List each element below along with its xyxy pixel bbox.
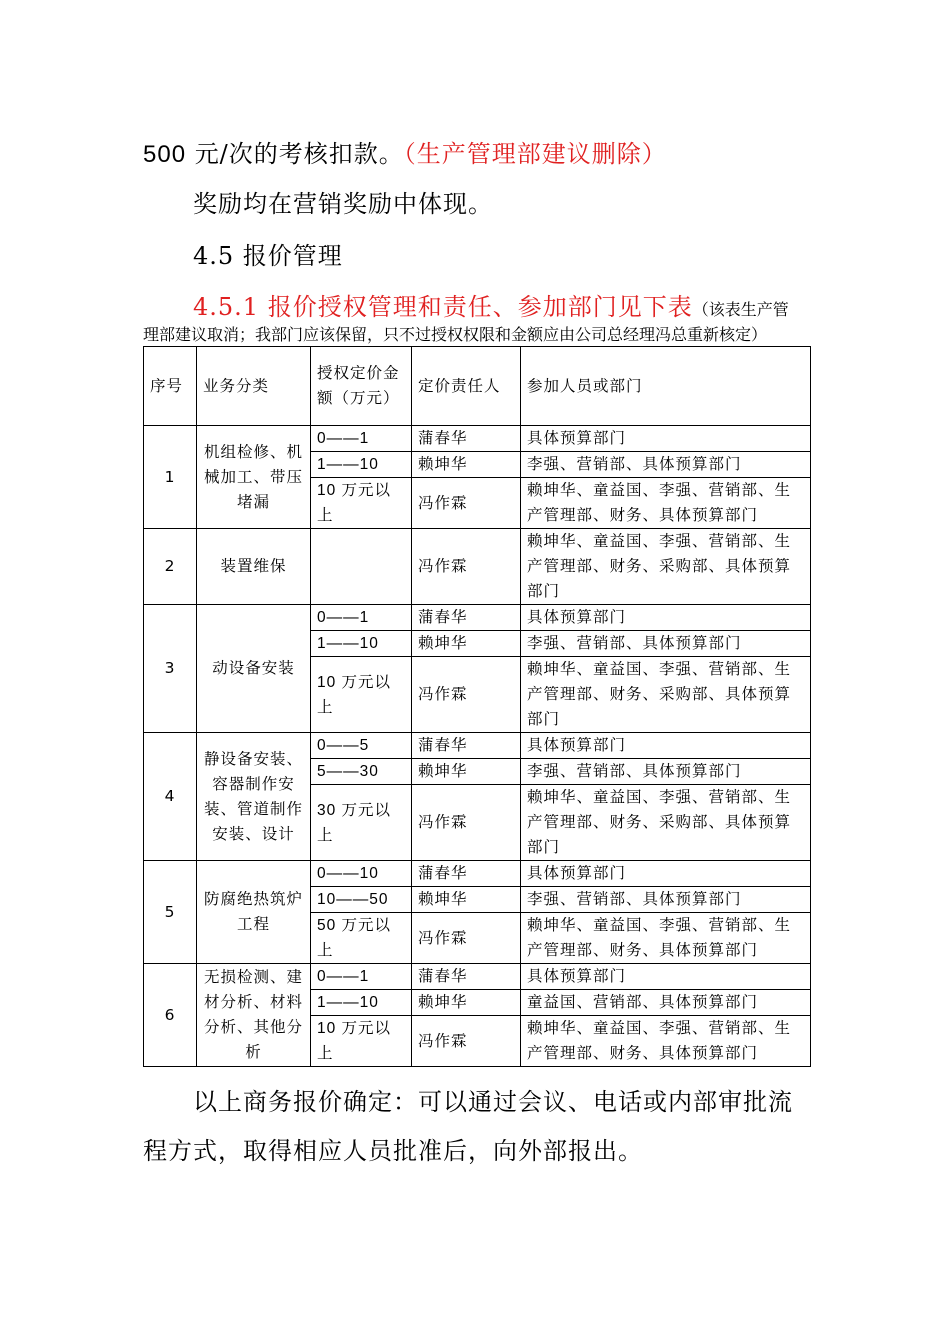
cell-amount: 1——10 [311,631,412,657]
cell-owner: 赖坤华 [412,759,521,785]
cell-owner: 蒲春华 [412,964,521,990]
cell-seq: 4 [144,733,197,861]
cell-owner: 蒲春华 [412,733,521,759]
table-row [144,426,811,452]
table-body [144,426,811,1067]
cell-participants: 李强、营销部、具体预算部门 [521,887,811,913]
cell-owner: 冯作霖 [412,529,521,605]
cell-owner: 冯作霖 [412,785,521,861]
cell-participants: 赖坤华、童益国、李强、营销部、生产管理部、财务、具体预算部门 [521,913,811,964]
cell-amount: 10 万元以上 [311,657,412,733]
intro-line-2: 奖励均在营销奖励中体现。 [193,190,493,218]
cell-seq: 6 [144,964,197,1067]
table-row [144,733,811,759]
cell-participants: 赖坤华、童益国、李强、营销部、生产管理部、财务、采购部、具体预算部门 [521,785,811,861]
cell-owner: 蒲春华 [412,861,521,887]
header-seq: 序号 [144,347,197,426]
cell-amount: 1——10 [311,990,412,1016]
cell-category: 装置维保 [197,529,311,605]
cell-participants: 李强、营销部、具体预算部门 [521,759,811,785]
section-heading-4-5-1-title: 4.5.1 报价授权管理和责任、参加部门见下表 [193,293,693,321]
cell-amount: 5——30 [311,759,412,785]
cell-participants: 赖坤华、童益国、李强、营销部、生产管理部、财务、具体预算部门 [521,1016,811,1067]
cell-participants: 赖坤华、童益国、李强、营销部、生产管理部、财务、采购部、具体预算部门 [521,657,811,733]
intro-line-1-red-note: （生产管理部建议删除） [403,140,667,168]
header-participants: 参加人员或部门 [521,347,811,426]
cell-amount: 50 万元以上 [311,913,412,964]
cell-amount: 0——1 [311,964,412,990]
header-category: 业务分类 [197,347,311,426]
cell-owner: 冯作霖 [412,1016,521,1067]
cell-owner: 蒲春华 [412,426,521,452]
cell-amount: 30 万元以上 [311,785,412,861]
cell-amount: 10——50 [311,887,412,913]
cell-participants: 具体预算部门 [521,861,811,887]
cell-category: 防腐绝热筑炉工程 [197,861,311,964]
cell-amount: 0——5 [311,733,412,759]
cell-owner: 冯作霖 [412,657,521,733]
cell-participants: 赖坤华、童益国、李强、营销部、生产管理部、财务、具体预算部门 [521,478,811,529]
table-row [144,605,811,631]
cell-category: 静设备安装、容器制作安装、管道制作安装、设计 [197,733,311,861]
cell-category: 无损检测、建材分析、材料分析、其他分析 [197,964,311,1067]
cell-amount: 0——1 [311,426,412,452]
section-heading-4-5-1-note-b: 理部建议取消；我部门应该保留，只不过授权权限和金额应由公司总经理冯总重新核定） [143,325,768,344]
cell-amount: 10 万元以上 [311,478,412,529]
cell-participants: 具体预算部门 [521,964,811,990]
header-amount: 授权定价金额（万元） [311,347,412,426]
cell-category: 动设备安装 [197,605,311,733]
section-heading-4-5-1-note-a: （该表生产管 [692,300,789,319]
cell-owner: 赖坤华 [412,990,521,1016]
cell-participants: 赖坤华、童益国、李强、营销部、生产管理部、财务、采购部、具体预算部门 [521,529,811,605]
cell-amount: 10 万元以上 [311,1016,412,1067]
cell-amount [311,529,412,605]
cell-seq: 2 [144,529,197,605]
outro-line-2: 程方式，取得相应人员批准后，向外部报出。 [143,1137,643,1165]
cell-seq: 1 [144,426,197,529]
table-header-row [144,347,811,426]
section-heading-4-5-1 [193,287,789,322]
section-heading-4-5: 4.5 报价管理 [193,242,343,270]
cell-owner: 赖坤华 [412,631,521,657]
table-row [144,964,811,990]
header-owner: 定价责任人 [412,347,521,426]
table-row [144,861,811,887]
cell-owner: 蒲春华 [412,605,521,631]
cell-seq: 5 [144,861,197,964]
cell-amount: 1——10 [311,452,412,478]
pricing-authorization-table [143,346,811,1067]
cell-participants: 李强、营销部、具体预算部门 [521,452,811,478]
cell-participants: 具体预算部门 [521,605,811,631]
intro-line-1-text: 元/次的考核扣款。 [194,140,404,168]
outro-line-1: 以上商务报价确定：可以通过会议、电话或内部审批流 [193,1088,793,1116]
cell-owner: 赖坤华 [412,452,521,478]
cell-amount: 0——1 [311,605,412,631]
cell-owner: 冯作霖 [412,913,521,964]
cell-owner: 赖坤华 [412,887,521,913]
table-row [144,529,811,605]
cell-participants: 具体预算部门 [521,426,811,452]
intro-line-1-number: 500 [143,141,187,168]
cell-category: 机组检修、机械加工、带压堵漏 [197,426,311,529]
cell-owner: 冯作霖 [412,478,521,529]
cell-seq: 3 [144,605,197,733]
cell-participants: 童益国、营销部、具体预算部门 [521,990,811,1016]
cell-participants: 李强、营销部、具体预算部门 [521,631,811,657]
cell-participants: 具体预算部门 [521,733,811,759]
cell-amount: 0——10 [311,861,412,887]
intro-line-1 [143,134,667,169]
